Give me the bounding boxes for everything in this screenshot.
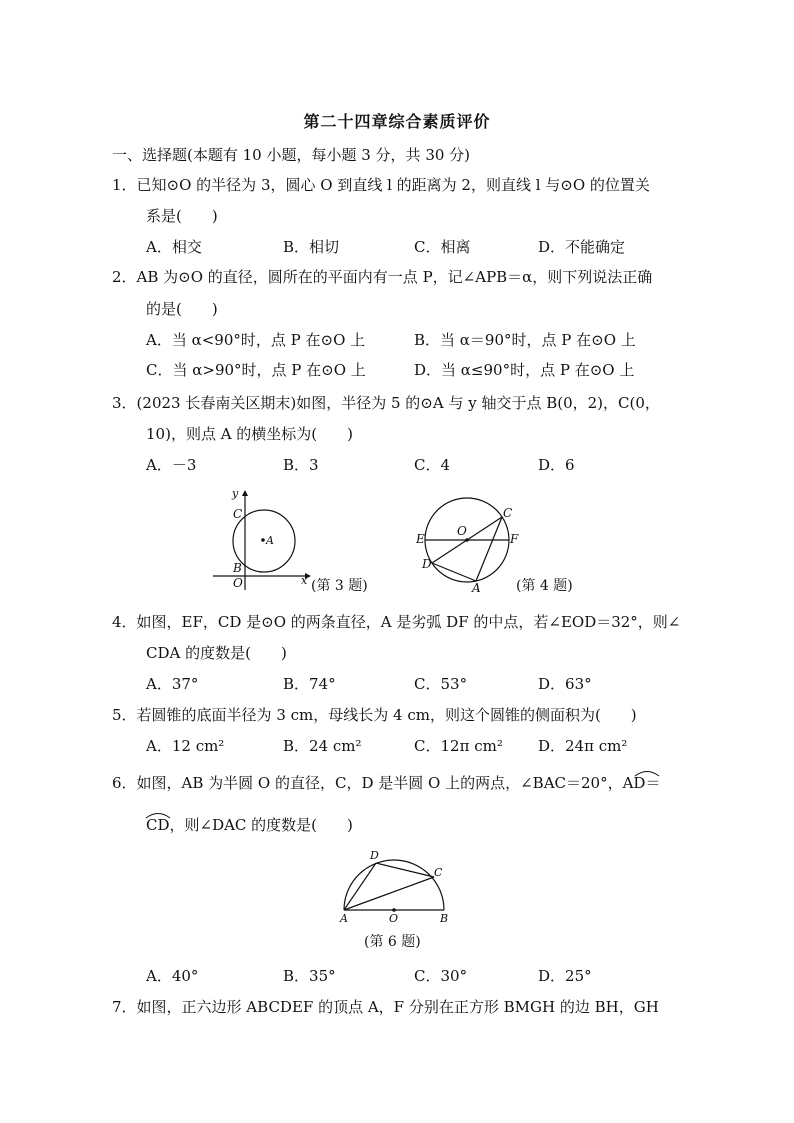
question-6-line-2: CD，则∠DAC 的度数是( ) xyxy=(146,816,353,834)
figure-4-diagram xyxy=(410,495,590,600)
option-2c: C．当 α>90°时，点 P 在⊙O 上 xyxy=(146,361,366,379)
option-5d: D．24π cm² xyxy=(538,737,628,755)
option-6c: C．30° xyxy=(414,967,468,985)
arc-mark-cd xyxy=(145,811,171,819)
fig3-caption: (第 3 题) xyxy=(311,578,368,594)
figure-3-diagram xyxy=(205,488,385,598)
figure-6-diagram xyxy=(330,848,460,953)
option-1d: D．不能确定 xyxy=(538,238,626,256)
fig6-label-b: B xyxy=(440,912,449,925)
option-6a: A．40° xyxy=(146,967,199,985)
option-6d: D．25° xyxy=(538,967,592,985)
fig6-label-a: A xyxy=(340,912,348,925)
option-5c: C．12π cm² xyxy=(414,737,503,755)
fig4-label-e: E xyxy=(416,532,425,546)
question-6-line-1: 6．如图，AB 为半圆 O 的直径，C，D 是半圆 O 上的两点，∠BAC＝20°，AD＝ xyxy=(112,774,661,792)
option-6b: B．35° xyxy=(283,967,336,985)
option-1b: B．相切 xyxy=(283,238,340,256)
fig4-caption: (第 4 题) xyxy=(516,578,573,594)
section-heading: 一、选择题(本题有 10 小题，每小题 3 分，共 30 分) xyxy=(112,146,471,164)
fig6-caption: (第 6 题) xyxy=(364,934,421,950)
question-1-line-1: 1．已知⊙O 的半径为 3，圆心 O 到直线 l 的距离为 2，则直线 l 与⊙O 的位置关 xyxy=(112,176,650,194)
option-4b: B．74° xyxy=(283,675,336,693)
option-2a: A．当 α<90°时，点 P 在⊙O 上 xyxy=(146,331,366,349)
question-4-line-2: CDA 的度数是( ) xyxy=(146,644,287,662)
question-1-line-2: 系是( ) xyxy=(146,207,218,225)
option-3b: B．3 xyxy=(283,456,319,474)
fig3-label-o: O xyxy=(233,576,243,590)
question-7-line-1: 7．如图，正六边形 ABCDEF 的顶点 A，F 分别在正方形 BMGH 的边 BH，GH xyxy=(112,998,659,1016)
fig3-label-c: C xyxy=(233,507,243,521)
fig3-label-b: B xyxy=(233,561,242,575)
arc-mark-ad xyxy=(634,769,660,777)
page-title: 第二十四章综合素质评价 xyxy=(303,112,491,131)
question-3-line-2: 10)，则点 A 的横坐标为( ) xyxy=(146,425,354,443)
fig3-label-x: x xyxy=(301,574,308,587)
option-3d: D．6 xyxy=(538,456,575,474)
option-2b: B．当 α＝90°时，点 P 在⊙O 上 xyxy=(414,331,636,349)
question-4-line-1: 4．如图，EF，CD 是⊙O 的两条直径，A 是劣弧 DF 的中点，若∠EOD＝32°，则∠ xyxy=(112,613,681,631)
option-3c: C．4 xyxy=(414,456,451,474)
fig6-label-d: D xyxy=(370,849,379,862)
option-5b: B．24 cm² xyxy=(283,737,362,755)
question-3-line-1: 3．(2023 长春南关区期末)如图，半径为 5 的⊙A 与 y 轴交于点 B(0，2)，C(0， xyxy=(112,394,660,412)
fig6-label-c: C xyxy=(434,866,443,879)
question-2-line-1: 2．AB 为⊙O 的直径，圆所在的平面内有一点 P，记∠APB＝α，则下列说法正确 xyxy=(112,268,653,286)
option-2d: D．当 α≤90°时，点 P 在⊙O 上 xyxy=(414,361,635,379)
fig4-label-a: A xyxy=(472,581,481,595)
fig6-label-o: O xyxy=(389,912,399,925)
fig4-label-c: C xyxy=(503,506,513,520)
option-4c: C．53° xyxy=(414,675,468,693)
option-4d: D．63° xyxy=(538,675,592,693)
fig3-label-a: A xyxy=(266,534,274,547)
fig4-label-o: O xyxy=(457,524,467,538)
question-5-line-1: 5．若圆锥的底面半径为 3 cm，母线长为 4 cm，则这个圆锥的侧面积为( ) xyxy=(112,706,637,724)
option-1c: C．相离 xyxy=(414,238,471,256)
option-4a: A．37° xyxy=(146,675,199,693)
question-2-line-2: 的是( ) xyxy=(146,300,218,318)
option-5a: A．12 cm² xyxy=(146,737,225,755)
option-3a: A．－3 xyxy=(146,456,197,474)
fig4-label-f: F xyxy=(510,532,519,546)
fig3-label-y: y xyxy=(232,487,239,500)
fig4-label-d: D xyxy=(422,557,432,571)
option-1a: A．相交 xyxy=(146,238,202,256)
